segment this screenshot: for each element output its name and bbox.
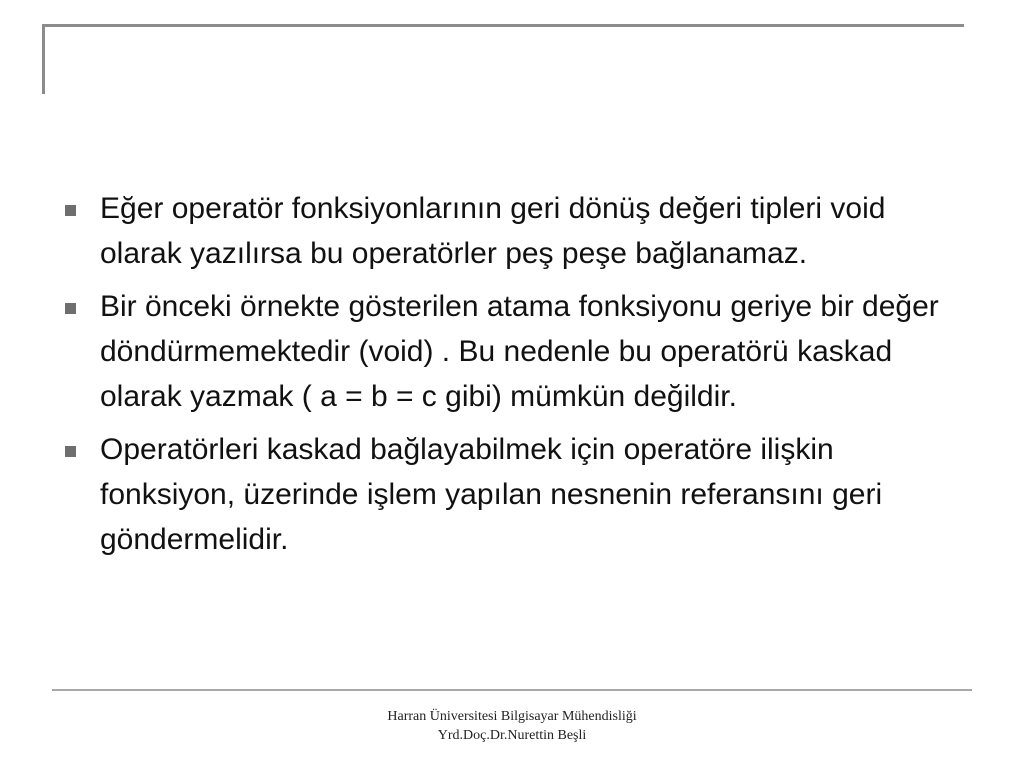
footer-university: Harran Üniversitesi Bilgisayar Mühendisliği: [387, 709, 637, 724]
frame-top-line: [42, 24, 964, 27]
square-bullet-icon: [65, 446, 76, 457]
bullet-text: Eğer operatör fonksiyonlarının geri dönüş değeri tipleri void olarak yazılırsa bu operatörler peş peşe bağlanamaz.: [100, 192, 886, 270]
bullet-text: Bir önceki örnekte gösterilen atama fonksiyonu geriye bir değer döndürmemektedir (void) . Bu nedenle bu operatörü kaskad olarak yazmak ( a = b = c gibi) mümkün değildir.: [100, 290, 939, 413]
bullet-item: [62, 427, 962, 562]
square-bullet-icon: [65, 303, 76, 314]
bullet-list: [62, 186, 962, 570]
frame-left-line: [42, 24, 45, 94]
footer-author: Yrd.Doç.Dr.Nurettin Beşli: [437, 728, 587, 743]
bullet-text: Operatörleri kaskad bağlayabilmek için operatöre ilişkin fonksiyon, üzerinde işlem yapılan nesnenin referansını geri göndermelidir.: [100, 433, 883, 556]
footer-divider: [52, 689, 972, 691]
bullet-item: [62, 284, 962, 419]
footer: [0, 707, 1024, 745]
square-bullet-icon: [65, 205, 76, 216]
bullet-item: [62, 186, 962, 276]
